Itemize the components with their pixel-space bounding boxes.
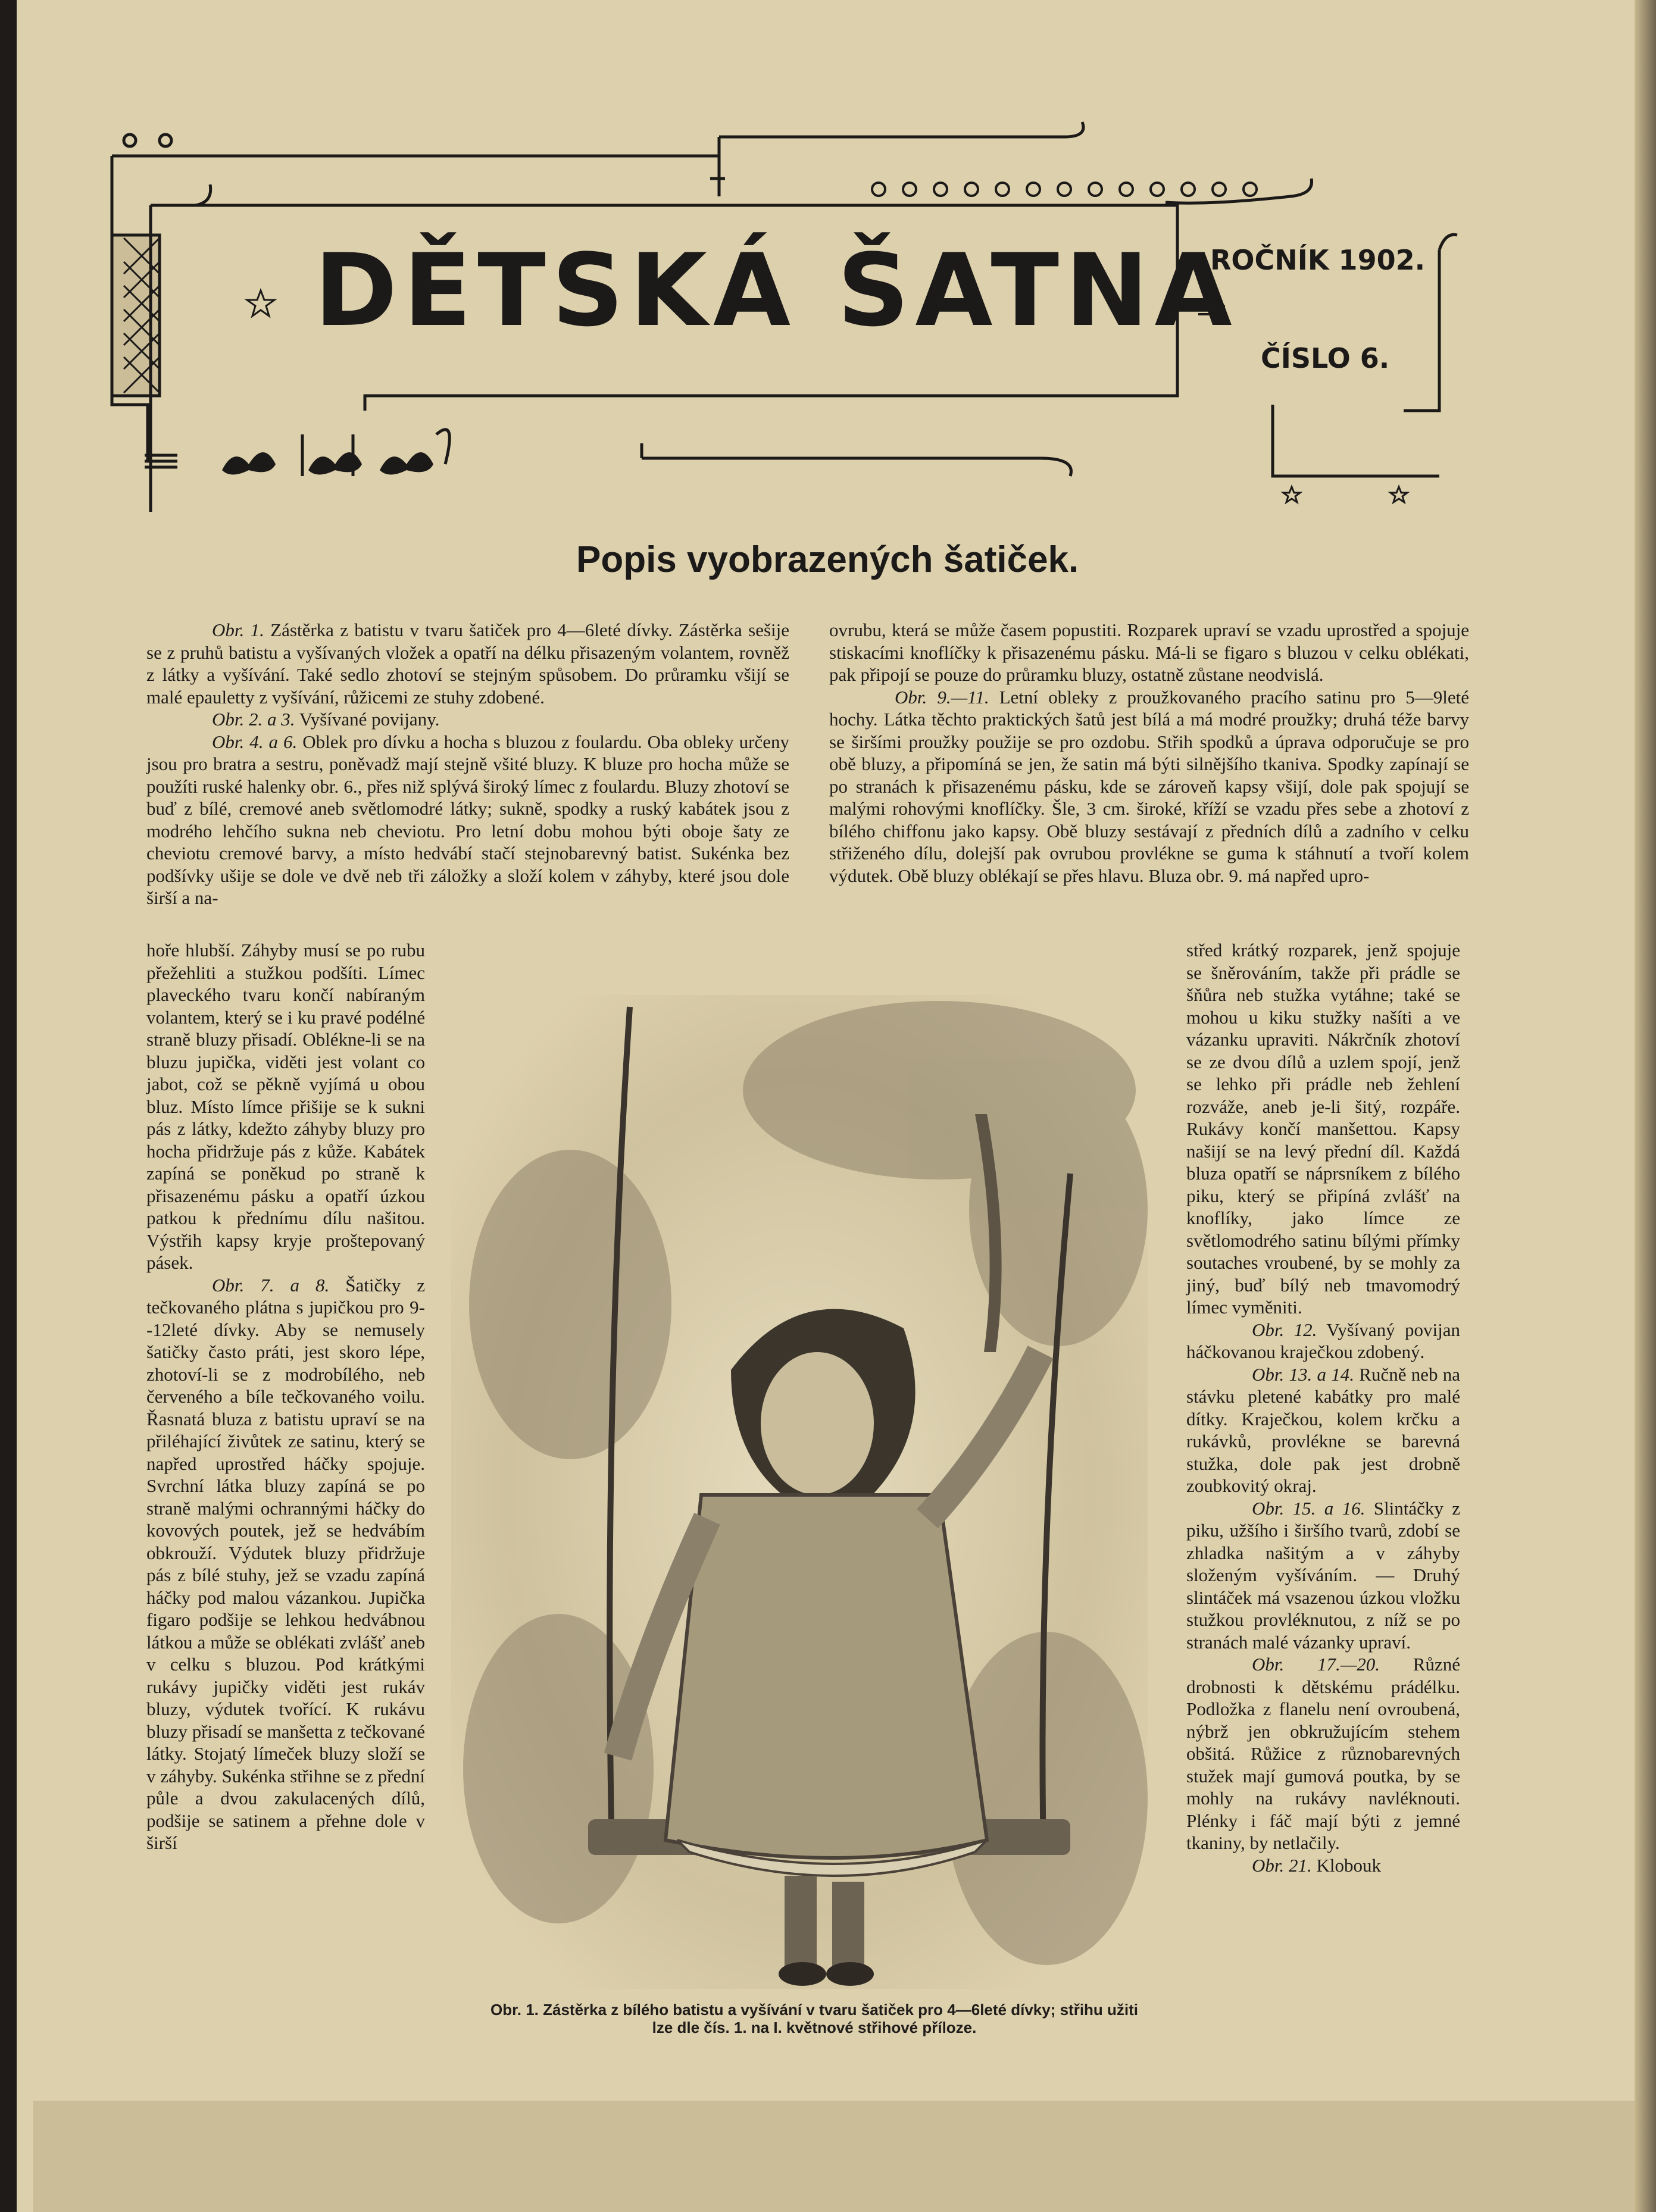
volume-label: ROČNÍK 1902. bbox=[1210, 244, 1426, 276]
paragraph: Obr. 1. Zástěrka z batistu v tvaru šatiček pro 4—6leté dívky. Zástěrka sešije se z pruhů batistu a vyšívaných vložek a opatří na délku přisazeným volantem, rovněž z látky a vyšívání. Také sedlo zhotoví se stejným spůsobem. Do průramku všijí se malé epauletty z vyšívání, růžicemi ze stuhy zdobené. bbox=[146, 620, 789, 708]
paragraph: Obr. 17.—20. Různé drobnosti k dětskému prádélku. Podložka z flanelu není ovroubená, nýbrž jen obkružujícím stehem obšitá. Růžice z různobarevných stužek mají gumová poutka, by se mohly na rukávy navléknouti. Plénky i fáč mají býti z jemné tkaniny, by netlačily. bbox=[1186, 1654, 1460, 1853]
paragraph: Obr. 7. a 8. Šatičky z tečkovaného plátna s jupičkou pro 9--12leté dívky. Aby se nemusely šatičky často práti, jest skoro lépe, zhotoví-li se z modrobílého, neb červeného a bíle tečkovaného voilu. Řasnatá bluza z batistu upraví se na přiléhající živůtek ze satinu, který se napřed uprostřed háčky spojuje. Svrchní látka bluzy zapíná se po straně malými ochrannými háčky do kovových poutek, jež se hedvábím obkrouží. Výdutek bluzy přidržuje pás z bílé stuhy, jež se vzadu zapíná háčky pod malou vázankou. Jupička figaro podšije se lehkou hedvábnou látkou a může se oblékati zvlášť aneb v celku s bluzou. Pod krátkými rukávy jupičky viděti jest rukáv bluzy, výdutek tvořící. K rukávu bluzy přisadí se manšetta z tečkované látky. Stojatý límeček bluzy složí se v záhyby. Sukénka střihne se z přední půle a dvou zakulacených dílů, podšije se satinem a přehne dole v širší bbox=[146, 1274, 426, 1853]
magazine-page bbox=[17, 0, 1656, 2212]
column-1-top bbox=[146, 619, 789, 909]
figure-caption bbox=[439, 2001, 1189, 2036]
paragraph: Obr. 13. a 14. Ručně neb na stávku pletené kabátky pro malé dítky. Kraječkou, kolem krčku a rukávků, provlékne se barevná stužka, dole pak jest drobně zoubkovitý okraj. bbox=[1186, 1363, 1461, 1496]
page-bottom-margin bbox=[33, 2101, 1656, 2212]
paragraph: hoře hlubší. Záhyby musí se po rubu přežehliti a stužkou podšíti. Límec plaveckého tvaru končí nabíraným volantem, který se i ku pravé podélné straně bluzy přisadí. Oblékne-li se na bluzu jupička, viděti jest volant co jabot, což se pěkně vyjímá u obou bluz. Místo límce přišije se k sukni pás z látky, kdežto záhyby bluzy pro hocha přidržuje pás z kůže. Kabátek zapíná se poněkud po straně k přisazenému pásku a opatří úzkou patkou k přednímu dílu našitou. Výstřih kapsy kryje proštepovaný pásek. bbox=[146, 940, 425, 1273]
page-right-edge bbox=[1635, 0, 1656, 2212]
paragraph: Obr. 12. Vyšívaný povijan háčkovanou kraječkou zdobený. bbox=[1186, 1319, 1460, 1362]
issue-number: ČÍSLO 6. bbox=[1261, 342, 1390, 374]
paragraph: Obr. 4. a 6. Oblek pro dívku a hocha s bluzou z foulardu. Oba obleky určeny jsou pro bratra a sestru, poněvadž mají stejně všité bluzy. K bluze pro hocha může se použíti ruské halenky obr. 6., přes niž splývá široký límec z foulardu. Bluzy zhotoví se buď z bílé, cremové aneb světlomodré látky; sukně, spodky a ruský kabátek jsou z modrého lehčího sukna neb cheviotu. Pro letní dobu mohou býti oboje šaty ze cheviotu cremové barvy, a místo hedvábí stačí stejnobarevný batist. Sukénka bez podšívky ušije se dole ve dvě neb tři záložky a složí kolem v záhyby, které jsou dole širší a na- bbox=[146, 731, 789, 908]
caption-line: lze dle čís. 1. na I. květnové střihové příloze. bbox=[652, 2019, 977, 2036]
paragraph: střed krátký rozparek, jenž spojuje se šněrováním, takže při prádle se šňůra neb stužka vytáhne; také se mohou u kiku stužky našíti a ve vázanku upraviti. Nákrčník zhotoví se ze dvou dílů a uzlem spojí, jenž se lehko při prádle neb žehlení rozváže, aneb je-li šitý, rozpáře. Rukávy končí manšettou. Kapsy našijí se na levý přední díl. Každá bluza opatří se náprsníkem z bílého piku, který se připíná zvlášť na knoflíky, jako límce ze světlomodrého satinu bílými přímky soutaches vroubené, by se mohly za jiný, buď bílý neb tmavomodrý límec vyměniti. bbox=[1186, 940, 1460, 1318]
paragraph: Obr. 2. a 3. Vyšívané povijany. bbox=[212, 709, 440, 730]
engraving-girl-on-swing-icon bbox=[451, 995, 1148, 1989]
column-1-bottom bbox=[146, 939, 425, 1854]
paragraph: ovrubu, která se může časem popustiti. Rozparek upraví se vzadu uprostřed a spojuje stiskacími knoflíčky k přisazenému pásku. Má-li se figaro s bluzou v celku oblékati, pak připojí se pouze do průramku bluzy, ostatně zůstane neodvislá. bbox=[829, 620, 1469, 685]
masthead-title: DĚTSKÁ ŠATNA bbox=[314, 232, 1238, 349]
paragraph: Obr. 9.—11. Letní obleky z proužkovaného pracího satinu pro 5—9leté hochy. Látka těchto praktických šatů jest bílá a má modré proužky; druhá téže barvy se širšími proužky použije se pro ozdobu. Střih spodků a úprava odporučuje se pro obě bluzy, a připomíná se jen, že satin má býti silnějšího tkaniva. Spodky zapínají se po stranách k přisazenému pásku, kde se zároveň kapsy všijí, dole pak spojují se malými rohovými knoflíčky. Šle, 3 cm. široké, kříží se vzadu přes sebe a zhotoví z bílého chiffonu jako kapsy. Obě bluzy sestávají z předních dílů a zadního v celku střiženého dílu, dolejší pak ovrubou provlékne se guma k stáhnutí a tvoří kolem výdutek. Obě bluzy oblékají se přes hlavu. Bluza obr. 9. má napřed upro- bbox=[829, 686, 1470, 886]
column-2-top bbox=[829, 619, 1469, 887]
paragraph: Obr. 21. Klobouk bbox=[1252, 1854, 1382, 1876]
article-heading: Popis vyobrazených šatiček. bbox=[576, 539, 1079, 580]
column-2-bottom bbox=[1186, 939, 1460, 1876]
caption-line: Obr. 1. Zástěrka z bílého batistu a vyšívání v tvaru šatiček pro 4—6leté dívky; střihu užiti bbox=[490, 2001, 1139, 2019]
binding-edge bbox=[0, 0, 17, 2212]
paragraph: Obr. 15. a 16. Slintáčky z piku, užšího i širšího tvarů, zdobí se zhladka našitým a v záhyby složeným vyšíváním. — Druhý slintáček má vsazenou úzkou vložku stužkou provléknutou, z níž se po stranách malé vázanky upraví. bbox=[1186, 1497, 1460, 1653]
